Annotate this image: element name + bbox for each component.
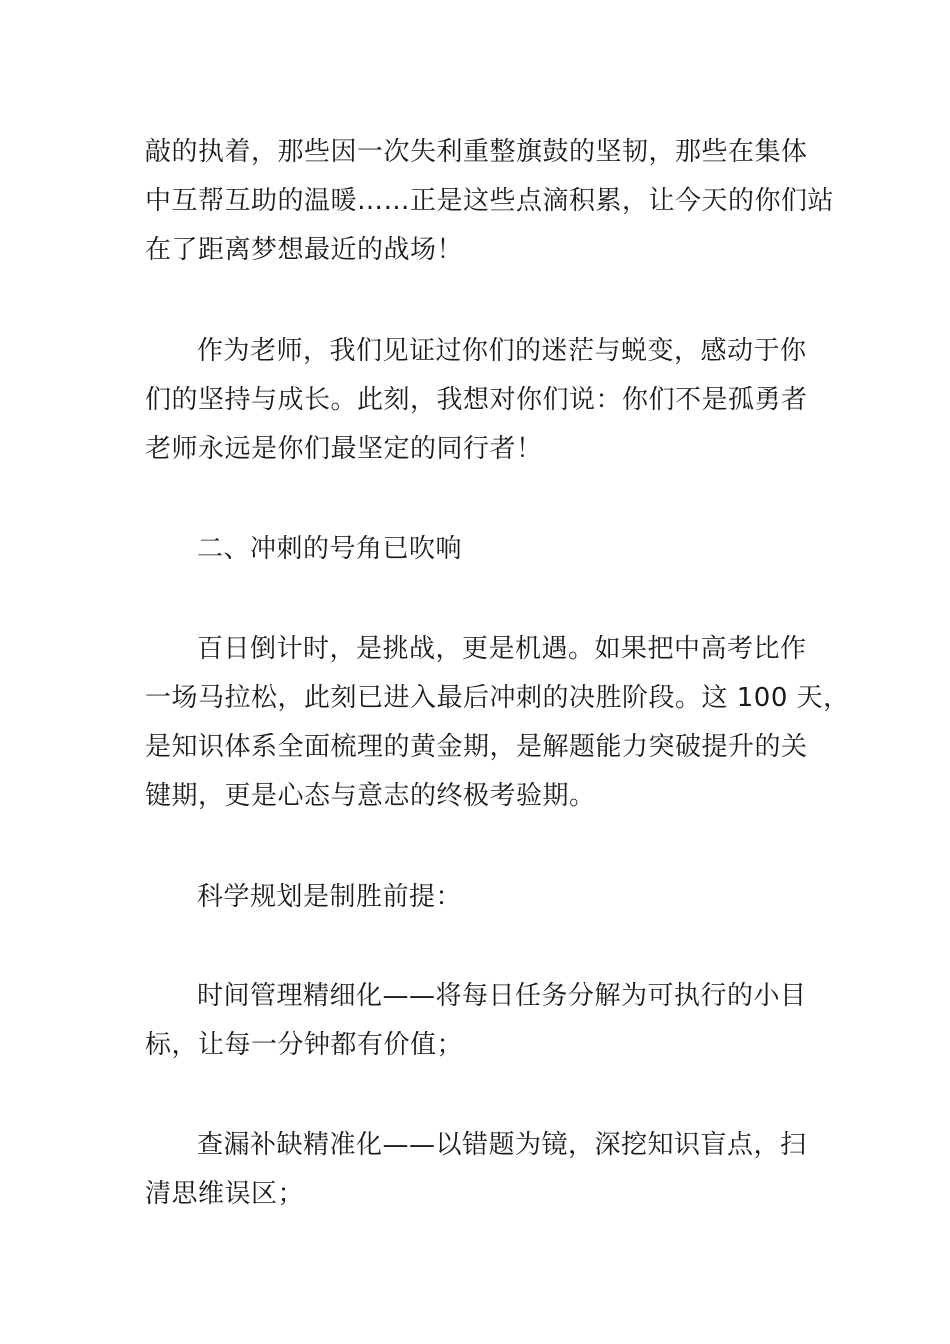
text-line: 百日倒计时，是挑战，更是机遇。如果把中高考比作 bbox=[197, 634, 807, 664]
text-line: 老师永远是你们最坚定的同行者！ bbox=[145, 434, 543, 464]
text-line: 查漏补缺精准化——以错题为镜，深挖知识盲点，扫 bbox=[197, 1130, 807, 1160]
paragraph-time-management bbox=[145, 972, 810, 1070]
paragraph-teacher-message bbox=[145, 327, 810, 474]
text-line: 敲的执着，那些因一次失利重整旗鼓的坚韧，那些在集体 bbox=[145, 137, 808, 167]
text-line: 是知识体系全面梳理的黄金期，是解题能力突破提升的关 bbox=[145, 732, 808, 762]
text-line: 标，让每一分钟都有价值； bbox=[145, 1030, 464, 1060]
text-line: 科学规划是制胜前提： bbox=[197, 882, 463, 912]
text-line: 清思维误区； bbox=[145, 1179, 305, 1209]
text-line: 键期，更是心态与意志的终极考验期。 bbox=[145, 781, 596, 811]
text-line: 中互帮互助的温暖……正是这些点滴积累，让今天的你们站 bbox=[145, 186, 835, 216]
paragraph-countdown bbox=[145, 625, 850, 821]
paragraph-memories bbox=[145, 128, 835, 275]
heading-line: 二、冲刺的号角已吹响 bbox=[197, 534, 463, 564]
paragraph-planning bbox=[145, 873, 810, 922]
text-line: 时间管理精细化——将每日任务分解为可执行的小目 bbox=[197, 981, 807, 1011]
text-line: 们的坚持与成长。此刻，我想对你们说：你们不是孤勇者 bbox=[145, 385, 808, 415]
text-line: 一场马拉松，此刻已进入最后冲刺的决胜阶段。这 100 天， bbox=[145, 683, 850, 713]
paragraph-gap-filling bbox=[145, 1121, 810, 1219]
text-line: 作为老师，我们见证过你们的迷茫与蜕变，感动于你 bbox=[197, 336, 807, 366]
text-line: 在了距离梦想最近的战场！ bbox=[145, 235, 464, 265]
section-heading bbox=[145, 525, 810, 574]
